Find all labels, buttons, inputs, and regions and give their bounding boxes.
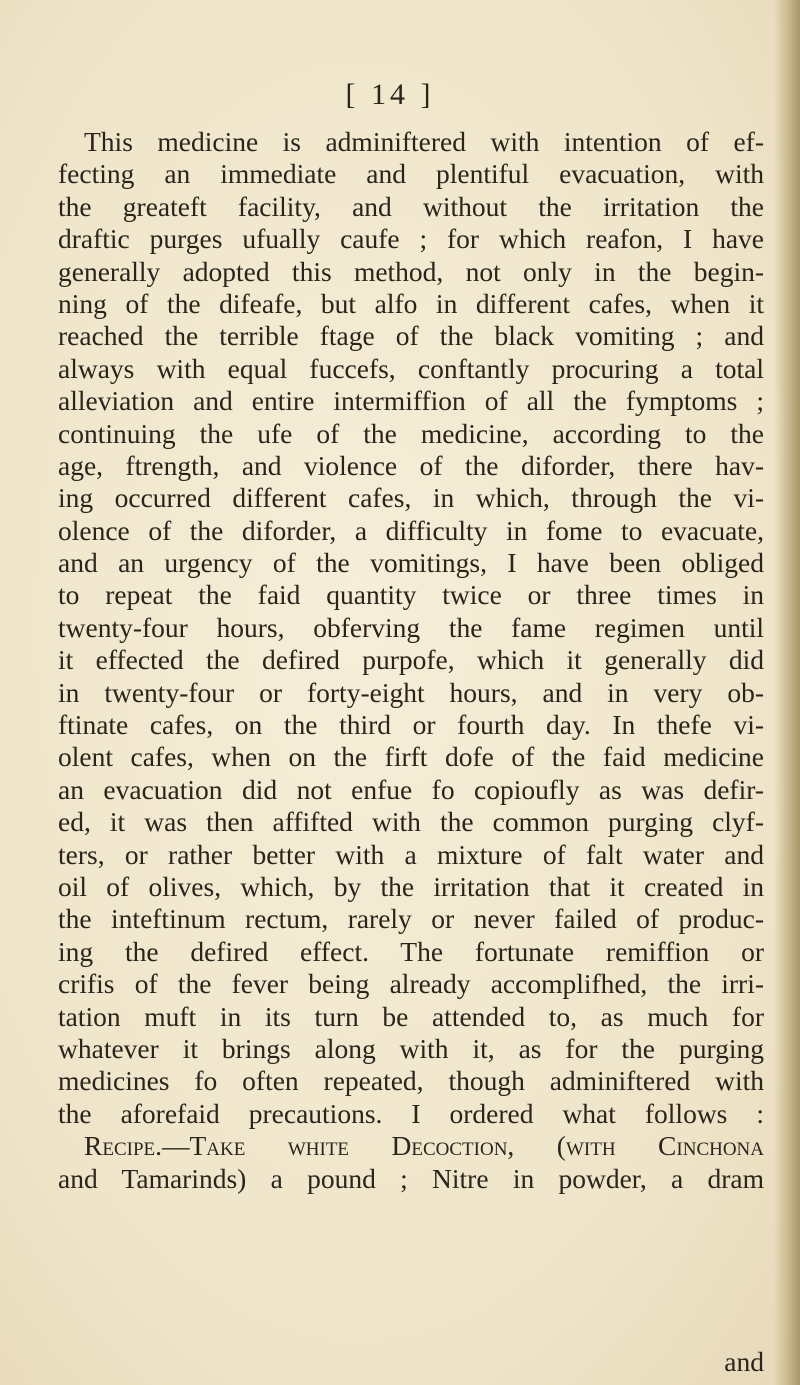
text-line: reached the terrible ftage of the black vomiting ; and [58,320,764,352]
text-line: continuing the ufe of the medicine, according to the [58,417,764,449]
text-line: ing the defired effect. The fortunate remiffion or [58,935,764,967]
text-line: ters, or rather better with a mixture of falt water and [58,838,764,870]
text-line: and an urgency of the vomitings, I have been obliged [58,547,764,579]
text-line: always with equal fuccefs, conftantly procuring a total [58,352,764,384]
text-line: crifis of the fever being already accomplifhed, the irri- [58,968,764,1000]
text-line: fecting an immediate and plentiful evacuation, with [58,158,764,190]
page-number: [ 14 ] [345,78,435,111]
text-line: ning of the difeafe, but alfo in different cafes, when it [58,287,764,319]
text-line: ing occurred different cafes, in which, through the vi- [58,482,764,514]
text-line: generally adopted this method, not only in the begin- [58,255,764,287]
catchword: and [724,1346,764,1377]
text-line: tation muft in its turn be attended to, as much for [58,1000,764,1032]
text-line: to repeat the faid quantity twice or three times in [58,579,764,611]
text-line: whatever it brings along with it, as for the purging [58,1032,764,1064]
text-line: the greateft facility, and without the irritation the [58,190,764,222]
text-line: it effected the defired purpofe, which it generally did [58,644,764,676]
recipe-line: Recipe.—Take white Decoction, (with Cinchona [84,1130,764,1162]
text-line: ed, it was then affifted with the common purging clyf- [58,806,764,838]
text-line: the aforefaid precautions. I ordered what follows : [58,1097,764,1129]
text-line: ftinate cafes, on the third or fourth day. In thefe vi- [58,709,764,741]
text-line: draftic purges ufually caufe ; for which reafon, I have [58,223,764,255]
text-line: age, ftrength, and violence of the diforder, there hav- [58,449,764,481]
text-line: an evacuation did not enfue fo copioufly as was defir- [58,773,764,805]
body-text [58,126,764,1195]
text-line: olent cafes, when on the firft dofe of the faid medicine [58,741,764,773]
text-line: alleviation and entire intermiffion of all the fymptoms ; [58,385,764,417]
text-line: the inteftinum rectum, rarely or never failed of produc- [58,903,764,935]
page-edge-shadow [774,0,800,1385]
text-line: and Tamarinds) a pound ; Nitre in powder, a dram [58,1162,764,1194]
text-line: medicines fo often repeated, though adminiftered with [58,1065,764,1097]
text-line: oil of olives, which, by the irritation that it created in [58,870,764,902]
text-line: olence of the diforder, a difficulty in fome to evacuate, [58,514,764,546]
text-line: twenty-four hours, obferving the fame regimen until [58,611,764,643]
text-line: This medicine is adminiftered with intention of ef- [84,126,764,157]
text-line: in twenty-four or forty-eight hours, and in very ob- [58,676,764,708]
catchword-row [58,1346,764,1378]
